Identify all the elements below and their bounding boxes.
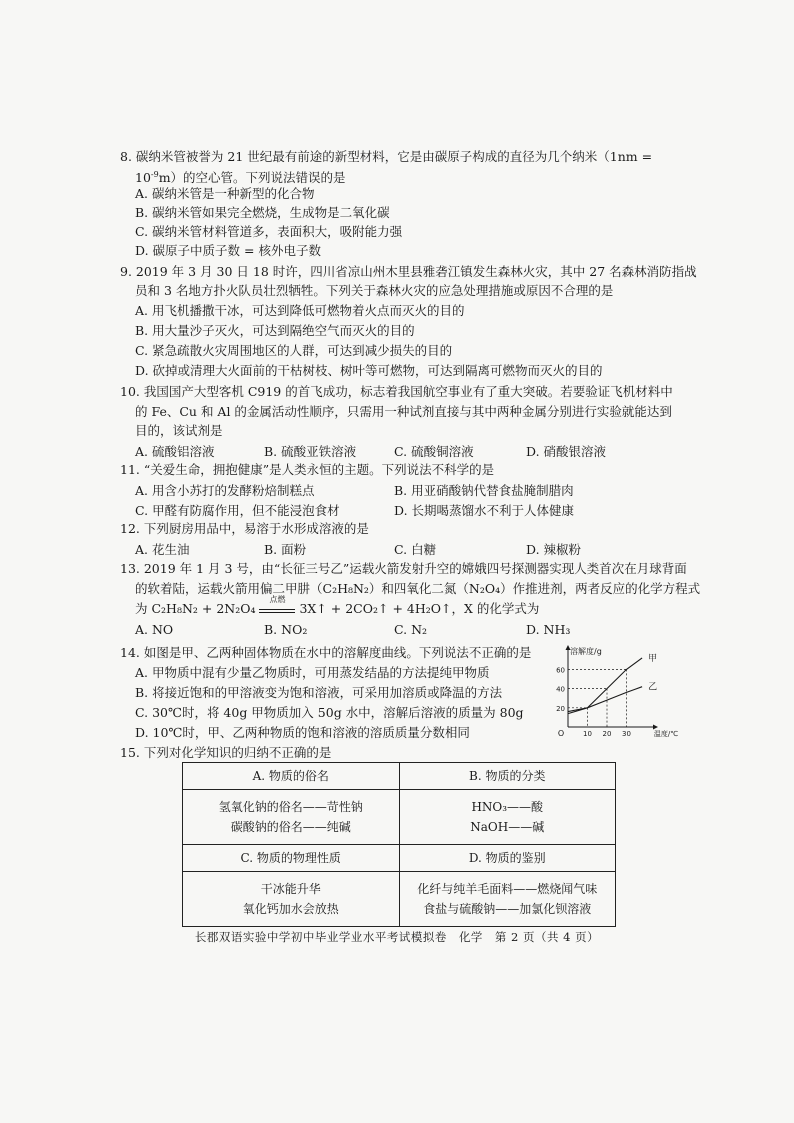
table-head-c: C. 物质的物理性质 — [183, 845, 400, 872]
table-cell-a: 氢氧化钠的俗名——苛性钠 碳酸钠的俗名——纯碱 — [183, 790, 400, 845]
q13-stem-line2: 的软着陆，运载火箭用偏二甲肼（C₂H₈N₂）和四氧化二氮（N₂O₄）作推进剂，两者反应的化学方程式 — [135, 581, 701, 596]
origin-label: O — [557, 729, 565, 738]
q13-equation: 为 C₂H₈N₂ + 2N₂O₄ 点燃 3X↑ + 2CO₂↑ + 4H₂O↑，X 的化学式为 — [135, 595, 540, 616]
q9-stem-line2: 员和 3 名地方扑火队员壮烈牺牲。下列关于森林火灾的应急处理措施或原因不合理的是 — [135, 283, 614, 298]
q10-option-d: D. 硝酸银溶液 — [526, 444, 607, 459]
q12-stem: 12. 下列厨房用品中，易溶于水形成溶液的是 — [120, 521, 369, 536]
table-head-d: D. 物质的鉴别 — [399, 845, 616, 872]
table-cell-c: 干冰能升华 氧化钙加水会放热 — [183, 872, 400, 927]
q10-stem-line2: 的 Fe、Cu 和 Al 的金属活动性顺序，只需用一种试剂直接与其中两种金属分别进行实验就能达到 — [135, 404, 672, 419]
q11-option-b: B. 用亚硝酸钠代替食盐腌制腊肉 — [394, 483, 574, 498]
q12-option-a: A. 花生油 — [135, 542, 190, 557]
q13-option-a: A. NO — [135, 622, 174, 637]
q10-option-a: A. 硫酸铝溶液 — [135, 444, 215, 459]
q9-option-a: A. 用飞机播撒干冰，可达到降低可燃物着火点而灭火的目的 — [135, 303, 465, 318]
q11-option-d: D. 长期喝蒸馏水不利于人体健康 — [394, 503, 575, 518]
q11-option-a: A. 用含小苏打的发酵粉焙制糕点 — [135, 483, 315, 498]
x-tick-label: 30 — [622, 730, 631, 738]
q14-stem: 14. 如图是甲、乙两种固体物质在水中的溶解度曲线。下列说法不正确的是 — [120, 645, 532, 660]
q10-stem-line3: 目的，该试剂是 — [135, 423, 223, 438]
q13-option-d: D. NH₃ — [526, 622, 571, 637]
y-tick-label: 20 — [556, 704, 565, 713]
solubility-curve-chart — [548, 642, 688, 742]
q10-option-b: B. 硫酸亚铁溶液 — [264, 444, 357, 459]
x-tick-label: 20 — [602, 730, 612, 738]
q13-option-b: B. NO₂ — [264, 622, 308, 637]
q8-option-c: C. 碳纳米管材料管道多，表面积大，吸附能力强 — [135, 224, 403, 239]
q14-option-c: C. 30℃时，将 40g 甲物质加入 50g 水中，溶解后溶液的质量为 80g — [135, 705, 524, 720]
q15-stem: 15. 下列对化学知识的归纳不正确的是 — [120, 745, 332, 760]
q14-option-b: B. 将接近饱和的甲溶液变为饱和溶液，可采用加溶质或降温的方法 — [135, 685, 503, 700]
q13-option-c: C. N₂ — [394, 622, 428, 637]
q10-stem-line1: 10. 我国国产大型客机 C919 的首飞成功，标志着我国航空事业有了重大突破。若要验证飞机材料中 — [120, 384, 673, 399]
q8-option-b: B. 碳纳米管如果完全燃烧，生成物是二氧化碳 — [135, 205, 390, 220]
knowledge-summary-table — [182, 762, 616, 927]
y-tick-label: 60 — [556, 666, 565, 675]
y-tick-label: 40 — [556, 685, 565, 694]
q9-option-d: D. 砍掉或清理大火面前的干枯树枝、树叶等可燃物，可达到隔离可燃物而灭火的目的 — [135, 363, 603, 378]
q13-stem-line1: 13. 2019 年 1 月 3 号，由“长征三号乙”运载火箭发射升空的嫦娥四号探测器实现人类首次在月球背面 — [120, 561, 687, 576]
q12-option-b: B. 面粉 — [264, 542, 307, 557]
series-line-jia — [568, 658, 642, 712]
q9-option-b: B. 用大量沙子灭火，可达到隔绝空气而灭火的目的 — [135, 323, 415, 338]
q11-option-c: C. 甲醛有防腐作用，但不能浸泡食材 — [135, 503, 340, 518]
table-head-a: A. 物质的俗名 — [183, 763, 400, 790]
q8-stem-line1: 8. 碳纳米管被誉为 21 世纪最有前途的新型材料，它是由碳原子构成的直径为几个纳米（1nm = — [120, 149, 653, 164]
y-axis-label: 溶解度/g — [570, 647, 602, 656]
page-footer: 长郡双语实验中学初中毕业学业水平考试模拟卷 化学 第 2 页（共 4 页） — [194, 930, 600, 944]
q8-option-a: A. 碳纳米管是一种新型的化合物 — [135, 186, 315, 201]
x-axis-label: 温度/℃ — [653, 730, 679, 738]
reaction-arrow: 点燃 — [259, 600, 295, 613]
q12-option-c: C. 白糖 — [394, 542, 437, 557]
q12-option-d: D. 辣椒粉 — [526, 542, 582, 557]
q14-option-d: D. 10℃时，甲、乙两种物质的饱和溶液的溶质质量分数相同 — [135, 725, 470, 740]
x-axis-arrow — [653, 725, 658, 730]
q10-option-c: C. 硫酸铜溶液 — [394, 444, 474, 459]
series-label-yi: 乙 — [648, 682, 658, 693]
table-cell-d: 化纤与纯羊毛面料——燃烧闻气味 食盐与硫酸钠——加氯化钡溶液 — [399, 872, 616, 927]
table-head-b: B. 物质的分类 — [399, 763, 616, 790]
q9-stem-line1: 9. 2019 年 3 月 30 日 18 时许，四川省凉山州木里县雅砻江镇发生森林火灾，其中 27 名森林消防指战 — [120, 264, 697, 279]
x-tick-label: 10 — [583, 730, 592, 738]
q9-option-c: C. 紧急疏散火灾周围地区的人群，可达到减少损失的目的 — [135, 343, 453, 358]
q11-stem: 11. “关爱生命，拥抱健康”是人类永恒的主题。下列说法不科学的是 — [120, 462, 495, 477]
table-cell-b: HNO₃——酸 NaOH——碱 — [399, 790, 616, 845]
q8-option-d: D. 碳原子中质子数 = 核外电子数 — [135, 243, 321, 258]
q8-stem-line2: $10^{-9}m$）的空心管。下列说法错误的是 — [135, 170, 346, 185]
q14-option-a: A. 甲物质中混有少量乙物质时，可用蒸发结晶的方法提纯甲物质 — [135, 665, 490, 680]
series-label-jia: 甲 — [648, 653, 658, 664]
